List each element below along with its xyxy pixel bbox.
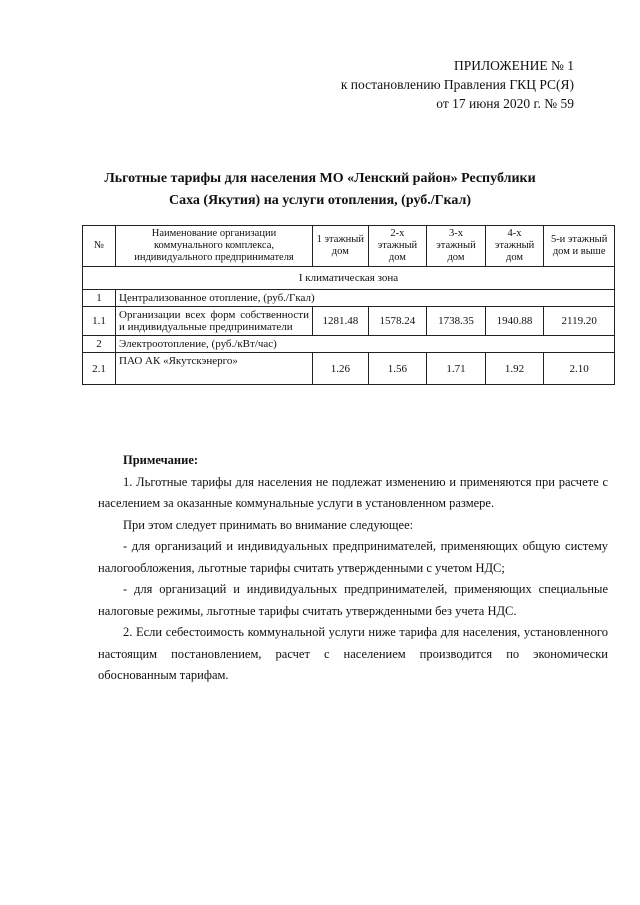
header-4-floor: 4-х этажный дом bbox=[485, 226, 544, 267]
note-paragraph: - для организаций и индивидуальных предпринимателей, применяющих общую систему налогообложения, льготные тарифы считать утвержденными с учетом НДС; bbox=[98, 539, 608, 575]
header-number: № bbox=[83, 226, 116, 267]
header-3-floor: 3-х этажный дом bbox=[427, 226, 486, 267]
tariff-value: 2119.20 bbox=[544, 307, 615, 336]
section-number: 2 bbox=[83, 336, 116, 353]
tariff-value: 1578.24 bbox=[368, 307, 427, 336]
header-organization: Наименование организации коммунального комплекса, индивидуального предпринимателя bbox=[116, 226, 313, 267]
notes-section bbox=[98, 450, 608, 687]
section-row bbox=[83, 336, 615, 353]
row-organization: ПАО АК «Якутскэнерго» bbox=[116, 353, 313, 385]
appendix-header bbox=[341, 56, 574, 113]
header-1-floor: 1 этажный дом bbox=[313, 226, 369, 267]
table-header-row bbox=[83, 226, 615, 267]
section-label: Электроотопление, (руб./кВт/час) bbox=[116, 336, 615, 353]
row-organization: Организации всех форм собственности и индивидуальные предприниматели bbox=[116, 307, 313, 336]
header-5-floor: 5-и этажный дом и выше bbox=[544, 226, 615, 267]
tariff-value: 1940.88 bbox=[485, 307, 544, 336]
header-2-floor: 2-х этажный дом bbox=[368, 226, 427, 267]
section-label: Централизованное отопление, (руб./Гкал) bbox=[116, 290, 615, 307]
tariff-table bbox=[82, 225, 615, 385]
appendix-number: ПРИЛОЖЕНИЕ № 1 bbox=[453, 58, 574, 73]
section-number: 1 bbox=[83, 290, 116, 307]
section-row bbox=[83, 290, 615, 307]
tariff-value: 1281.48 bbox=[313, 307, 369, 336]
row-number: 1.1 bbox=[83, 307, 116, 336]
tariff-value: 1.56 bbox=[368, 353, 427, 385]
zone-row bbox=[83, 267, 615, 290]
climate-zone: I климатическая зона bbox=[83, 267, 615, 290]
note-paragraph: 1. Льготные тарифы для населения не подлежат изменению и применяются при расчете с населением за оказанные коммунальные услуги в установленном размере. bbox=[98, 474, 608, 510]
note-paragraph: 2. Если себестоимость коммунальной услуги ниже тарифа для населения, установленного настоящим постановлением, расчет с населением производится по экономически обоснованным тарифам. bbox=[98, 625, 608, 682]
table-row bbox=[83, 307, 615, 336]
table-row bbox=[83, 353, 615, 385]
tariff-value: 2.10 bbox=[544, 353, 615, 385]
notes-heading: Примечание: bbox=[123, 453, 199, 467]
appendix-date: от 17 июня 2020 г. № 59 bbox=[436, 96, 574, 111]
document-title bbox=[90, 168, 550, 212]
tariff-value: 1.26 bbox=[313, 353, 369, 385]
note-paragraph: При этом следует принимать во внимание следующее: bbox=[123, 517, 414, 532]
title-line-2: Саха (Якутия) на услуги отопления, (руб./Гкал) bbox=[168, 193, 472, 208]
title-line-1: Льготные тарифы для населения МО «Ленский район» Республики bbox=[104, 171, 536, 186]
tariff-value: 1.71 bbox=[427, 353, 486, 385]
note-paragraph: - для организаций и индивидуальных предпринимателей, применяющих специальные налоговые режимы, льготные тарифы считать утвержденными без учета НДС. bbox=[98, 582, 608, 618]
appendix-reference: к постановлению Правления ГКЦ РС(Я) bbox=[340, 77, 574, 92]
tariff-value: 1738.35 bbox=[427, 307, 486, 336]
tariff-value: 1.92 bbox=[485, 353, 544, 385]
row-number: 2.1 bbox=[83, 353, 116, 385]
